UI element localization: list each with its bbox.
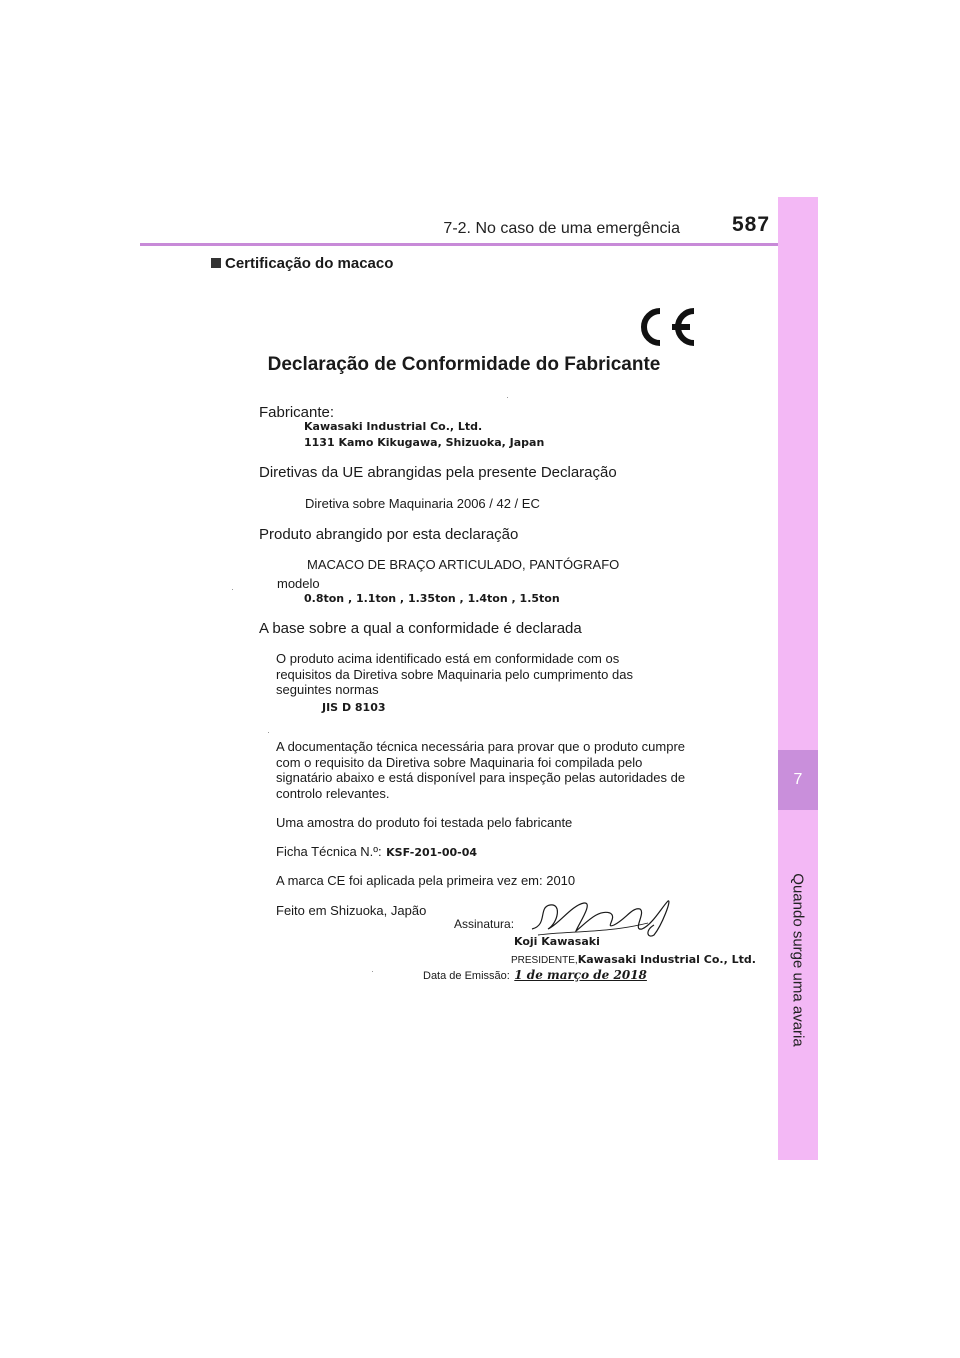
- tech-doc-line: A documentação técnica necessária para provar que o produto cumpre: [276, 739, 686, 754]
- model-list: 0.8ton , 1.1ton , 1.35ton , 1.4ton , 1.5ton: [304, 592, 560, 605]
- tech-doc-text: [276, 739, 716, 801]
- signatory-title: PRESIDENTE,: [511, 955, 578, 966]
- scan-speck: [507, 397, 508, 398]
- manufacturer-label: Fabricante:: [259, 404, 335, 421]
- basis-label: A base sobre a qual a conformidade é declarada: [259, 620, 582, 637]
- section-heading: [211, 255, 393, 272]
- scan-speck: [232, 589, 233, 590]
- tech-sheet-number: KSF-201-00-04: [386, 846, 478, 859]
- sample-tested: Uma amostra do produto foi testada pelo fabricante: [276, 815, 573, 830]
- signatory-company: Kawasaki Industrial Co., Ltd.: [577, 953, 756, 966]
- product-name: MACACO DE BRAÇO ARTICULADO, PANTÓGRAFO: [307, 557, 620, 572]
- tech-sheet-label: Ficha Técnica N.º:: [276, 844, 382, 859]
- issue-date-label: Data de Emissão:: [423, 970, 510, 982]
- tech-sheet-row: [276, 843, 477, 861]
- standard-code: JIS D 8103: [322, 701, 386, 714]
- tech-doc-line: com o requisito da Diretiva sobre Maquinaria foi compilada pelo: [276, 754, 643, 770]
- ce-mark-icon: [632, 306, 698, 348]
- issue-date-value: 1 de março de 2018: [514, 968, 647, 982]
- header-rule: [140, 243, 818, 246]
- manufacturer-name: Kawasaki Industrial Co., Ltd.: [304, 420, 483, 433]
- tech-doc-line: signatário abaixo e está disponível para inspeção pelas autoridades de: [276, 770, 686, 785]
- section-heading-text: Certificação do macaco: [225, 255, 394, 272]
- chapter-title-vertical: Quando surge uma avaria: [789, 873, 807, 1047]
- tech-doc-line: controlo relevantes.: [276, 785, 390, 801]
- signatory-name: Koji Kawasaki: [514, 935, 600, 948]
- scan-speck: [268, 732, 269, 733]
- product-label: Produto abrangido por esta declaração: [259, 526, 519, 543]
- model-label: modelo: [277, 576, 320, 591]
- chapter-number-badge: 7: [778, 750, 818, 810]
- signature-label: Assinatura:: [454, 917, 515, 931]
- made-in: Feito em Shizuoka, Japão: [276, 903, 427, 918]
- header-section-title: 7-2. No caso de uma emergência: [443, 220, 680, 237]
- basis-text-line: requisitos da Diretiva sobre Maquinaria pelo cumprimento das: [276, 666, 633, 682]
- page-number: 587: [732, 213, 771, 236]
- basis-text: [276, 651, 696, 698]
- basis-text-line: O produto acima identificado está em conformidade com os: [276, 651, 620, 666]
- issue-date-row: [423, 966, 647, 984]
- manufacturer-address: 1131 Kamo Kikugawa, Shizuoka, Japan: [304, 436, 545, 449]
- basis-text-line: seguintes normas: [276, 682, 379, 697]
- directive-name: Diretiva sobre Maquinaria 2006 / 42 / EC: [305, 496, 540, 511]
- scan-speck: [372, 971, 373, 972]
- declaration-title: Declaração de Conformidade do Fabricante: [267, 354, 661, 375]
- ce-applied: A marca CE foi aplicada pela primeira vez em: 2010: [276, 873, 576, 888]
- square-bullet-icon: [211, 258, 221, 268]
- directives-label: Diretivas da UE abrangidas pela presente Declaração: [259, 464, 617, 481]
